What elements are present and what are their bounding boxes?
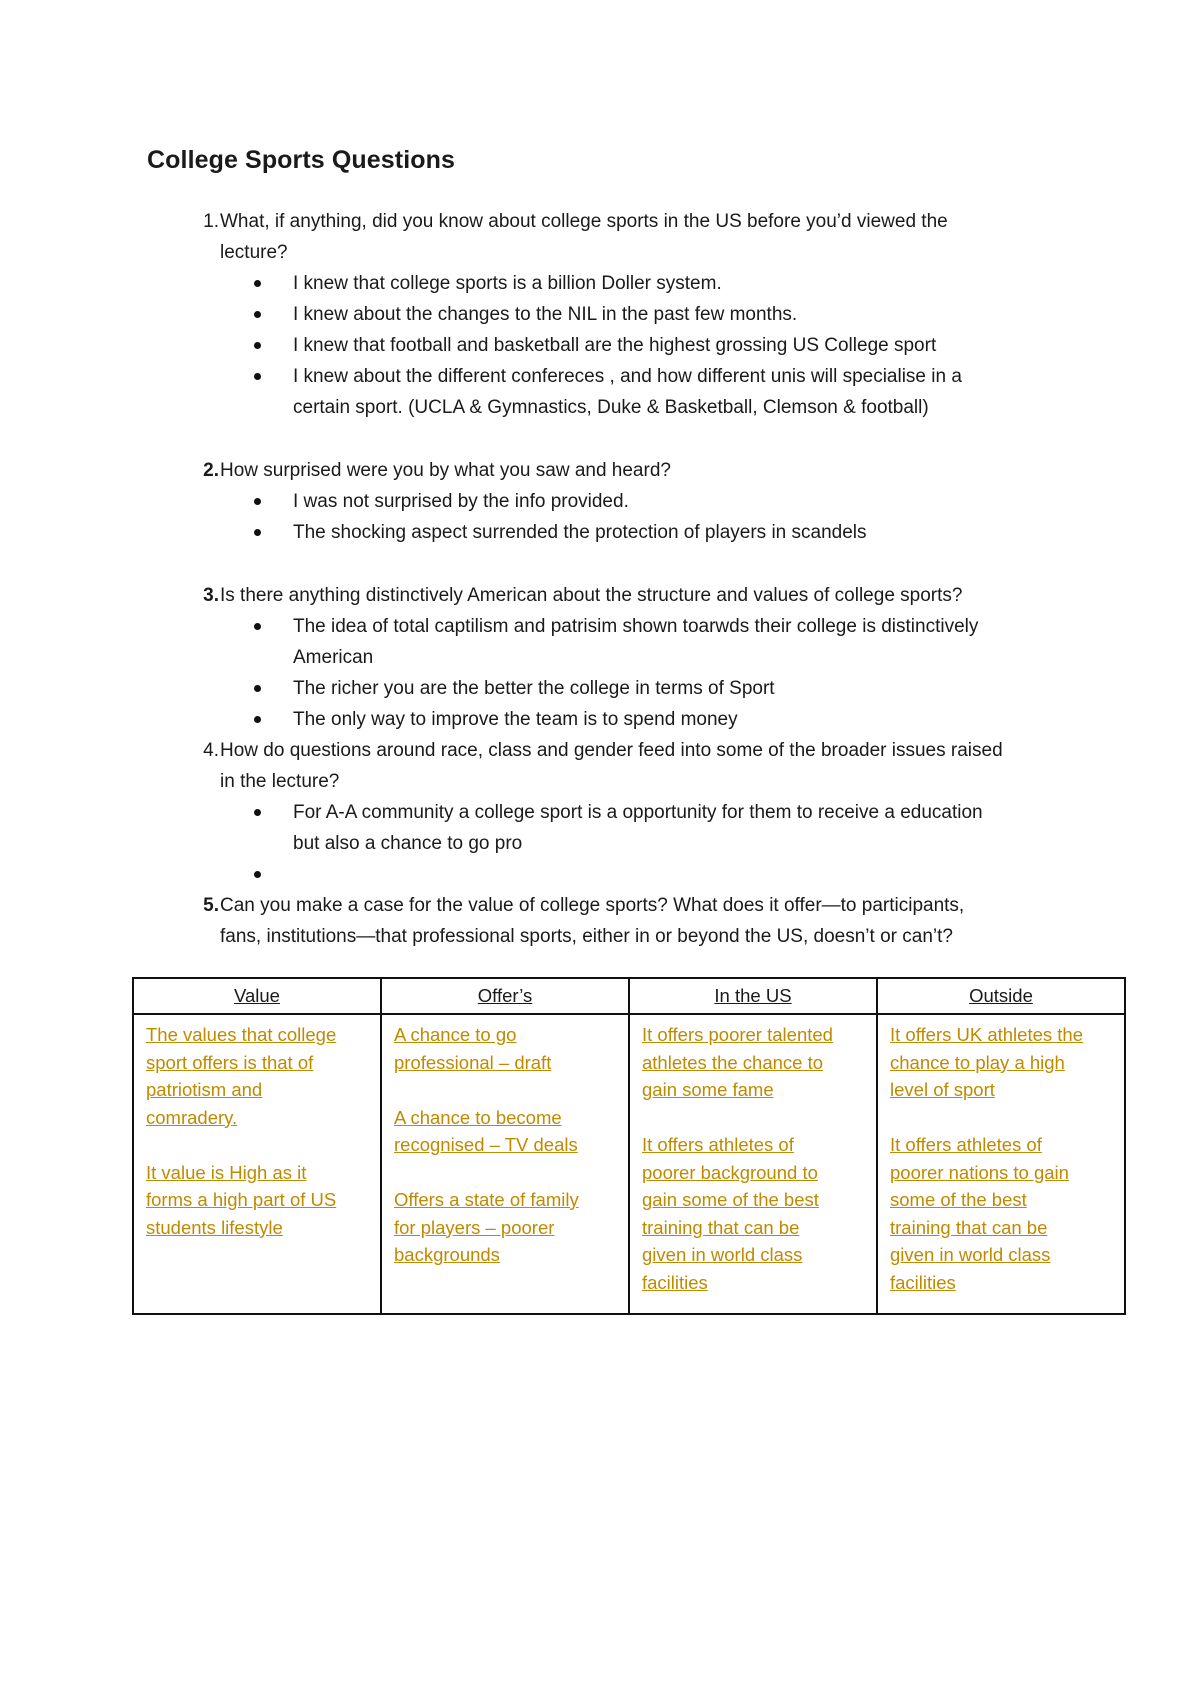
question-number: 4. — [203, 740, 219, 761]
table-cell-value — [133, 1014, 381, 1314]
bullet-icon — [254, 623, 261, 630]
question-number: 3. — [203, 585, 219, 606]
question-text: How do questions around race, class and gender feed into some of the broader issues raised in the lecture? — [220, 740, 1003, 792]
table-cell-in-the-us — [629, 1014, 877, 1314]
question-number: 2. — [203, 460, 219, 481]
column-header-in-the-us: In the US — [629, 978, 877, 1014]
bullet-icon — [254, 342, 261, 349]
table-row — [133, 1014, 1125, 1314]
cell-paragraph: Offers a state of family for players – poorer backgrounds — [394, 1189, 579, 1265]
bullet-icon — [254, 529, 261, 536]
table-cell-offers — [381, 1014, 629, 1314]
cell-paragraph: It value is High as it forms a high part of US students lifestyle — [146, 1161, 337, 1238]
cell-paragraph: The values that college sport offers is that of patriotism and comradery. — [146, 1024, 337, 1128]
question-text: How surprised were you by what you saw and heard? — [220, 460, 671, 481]
bullet-icon — [254, 498, 261, 505]
bullet-icon — [254, 871, 261, 878]
table-cell-outside — [877, 1014, 1125, 1314]
bullet-icon — [254, 809, 261, 816]
bullet-icon — [254, 685, 261, 692]
cell-paragraph: It offers athletes of poorer nations to gain some of the best training that can be given in world class facilities — [890, 1134, 1069, 1293]
bullet-icon — [254, 280, 261, 287]
cell-paragraph: A chance to go professional – draft — [394, 1024, 552, 1073]
question-text: What, if anything, did you know about college sports in the US before you’d viewed the lecture? — [220, 211, 948, 263]
column-header-value: Value — [133, 978, 381, 1014]
table-header-row — [133, 978, 1125, 1014]
question-number: 5. — [203, 895, 219, 916]
bullet-icon — [254, 311, 261, 318]
bullet-icon — [254, 373, 261, 380]
document-page: College Sports Questions 1. What, if anything, did you know about college sports in the US before you’d viewed the lecture? I knew that college sports is a billion Doller system. I knew about the changes to the NIL in the past few months. I knew that football and basketball are the highest grossing US College sport I knew about the different confereces , and how different unis will specialise in a certain sport. (UCLA & Gymnastics, Duke & Basketball, Clemson & football) 2. How surprised were you by what you saw and heard? I was not surprised by the info provided. The shocking aspect surrended the protection of players in scandels 3. Is there anything distinctively American about the structure and values of college sports? The idea of total captilism and patrisim shown toarwds their college is distinctively American The richer you are the better the college in terms of Sport The only way to improve the team is to spend money 4. How do questions around race, class and gender feed into some of the broader issues raised in the lecture? For A-A community a college sport is a opportunity for them to receive a education but also a chance to go pro 5. Can you make a case for the value of college sports? What does it offer—to participants, fans, institutions—that professional sports, either in or beyond the US, doesn’t or can’t? Value Offer’s In the US Outside The values that college sport offers is that of patriotism and comradery. It value is High as it forms a high part of US students lifestyle A chance to go professional – draft A chance to become recognised – TV deals Offers a state of family for players – poorer backgrounds It offers poorer talented athletes the chance to gain some fame It offers athletes of poorer background to gain some of the best training that can be given in world class facilities It offers UK athletes the chance to play a high level of sport It offers athletes of poorer nations to gain some of the best training that can be given in world class facilities — [0, 0, 1200, 1698]
question-text: Can you make a case for the value of college sports? What does it offer—to participants, fans, institutions—that professional sports, either in or beyond the US, doesn’t or can’t? — [220, 895, 965, 947]
answer-table — [132, 977, 1126, 1315]
cell-paragraph: A chance to become recognised – TV deals — [394, 1106, 578, 1155]
cell-paragraph: It offers athletes of poorer background to gain some of the best training that can be given in world class facilities — [642, 1134, 819, 1293]
cell-paragraph: It offers poorer talented athletes the chance to gain some fame — [642, 1024, 833, 1100]
column-header-offers: Offer’s — [381, 978, 629, 1014]
question-number: 1. — [203, 211, 219, 232]
page-title: College Sports Questions — [147, 146, 456, 174]
question-text: Is there anything distinctively American about the structure and values of college sports? — [220, 585, 963, 606]
bullet-icon — [254, 716, 261, 723]
cell-paragraph: It offers UK athletes the chance to play a high level of sport — [890, 1024, 1083, 1100]
column-header-outside: Outside — [877, 978, 1125, 1014]
